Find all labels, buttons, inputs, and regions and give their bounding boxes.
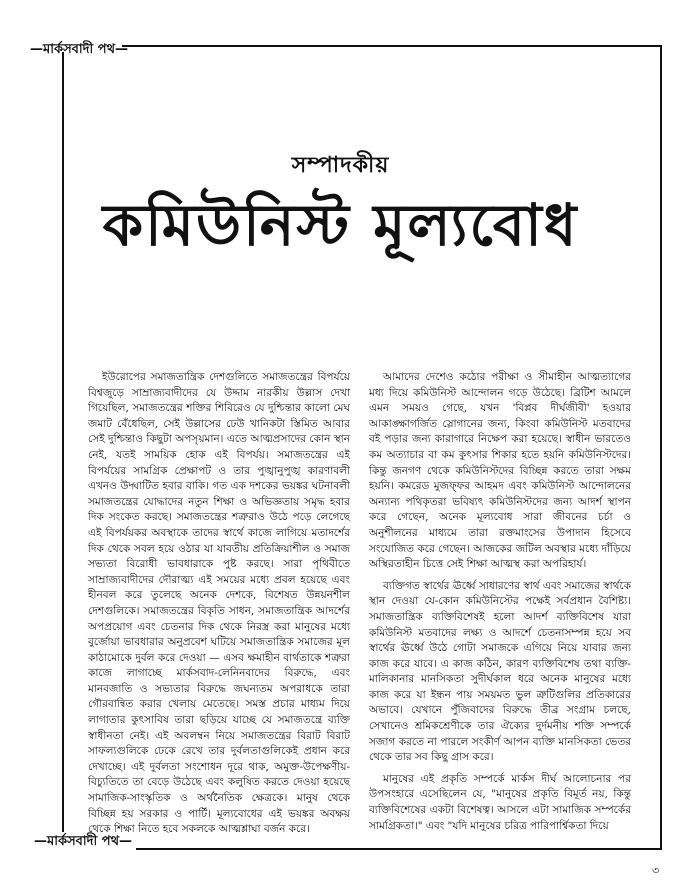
right-column <box>369 370 631 840</box>
paragraph: ইউরোপের সমাজতান্ত্রিক দেশগুলিতে সমাজতন্ত্রের বিপর্যয়ে বিশ্বজুড়ে সাম্রাজ্যবাদীদের যে উদ্দাম নারকীয় উল্লাস দেখা গিয়েছিল, সমাজতন্ত্রের শক্তির শিবিরেও যে দুশ্চিন্তার কালো মেঘ জমাট বেঁধেছিল, সেই উল্লাসের ঢেউ খানিকটা স্তিমিত আবার সেই দুশ্চিন্তাও কিছুটা অপসৃয়মান। এতে আত্মপ্রসাদের কোন স্থান নেই, যতই সাময়িক হোক এই বিপর্যয়। সমাজতন্ত্রের এই বিপর্যয়ের সামগ্রিক প্রেক্ষাপট ও তার পুঙ্খানুপুঙ্খ কারণাবলী এখনও উদ্ঘাটিত হবার বাকি। গত এক দশকের ভয়ঙ্কর ঘটনাবলী সমাজতন্ত্রের যোদ্ধাদের নতুন শিক্ষা ও অভিজ্ঞতায় সমৃদ্ধ হবার দিক সংকেত করছে। সমাজতন্ত্রের শত্রুরাও উঠে পড়ে লেগেছে এই বিপর্যয়কর অবস্থাকে তাদের স্বার্থে কাজে লাগিয়ে মতাদর্শের দিক থেকে সবল হয়ে ওঠার যা যাবতীয় প্রতিক্রিয়াশীল ও সমাজ সভ্যতা বিরোধী ভাবধারাকে পুষ্ট করছে। সারা পৃথিবীতে সাম্রাজ্যবাদীদের দৌরাত্ম্য এই সময়ের মধ্যে প্রবল হয়েছে এবং হীনবল করে তুলেছে অনেক দেশকে, বিশেষত উন্নয়নশীল দেশগুলিকে। সমাজতন্ত্রের বিকৃতি সাধন, সমাজতান্ত্রিক আদর্শের অপপ্রয়োগ এবং চেতনার দিক থেকে নিরস্ত্র করা মানুষের মধ্যে বুর্জোয়া ভাবধারার অনুপ্রবেশ ঘটিয়ে সমাজতান্ত্রিক সমাজের মূল কাঠামোকে দুর্বল করে দেওয়া — এসব ক্ষমাহীন বার্থতাকে শত্রুরা কাজে লাগাচ্ছে মার্কসবাদ-লেনিনবাদের বিরুদ্ধে, এবং মানবজাতি ও সভ্যতার বিরুদ্ধে জঘন্যতম অপরাধকে তারা গৌরবান্বিত করার খেলায় মেতেছে। সমস্ত প্রচার মাধ্যম দিয়ে লাগাতার কুৎসাবিষ তারা ছড়িয়ে যাচ্ছে যে সমাজতন্ত্রে ব্যক্তি স্বাধীনতা নেই। এই অবলম্বন নিয়ে সমাজতন্ত্রের বিরাট বিরাট সাফল্যগুলিকে ঢেকে রেখে তার দুর্বলতাগুলিকেই প্রধান করে দেখাচ্ছে। এই দুর্বলতা সংশোধন দূরে থাক, অমুক্ত-উপেক্ষণীয়-বিচ্যুতিতে তা বেড়ে উঠেছে এবং কলুষিত করতে দেওয়া হয়েছে সামাজিক-সাংস্কৃতিক ও অর্থনৈতিক ক্ষেত্রকে। মানুষ থেকে বিচ্ছিন্ন হয় সরকার ও পার্টি। মূল্যবোধের এই ভয়ঙ্কর অবক্ষয় থেকে শিক্ষা নিতে হবে সকলকে আত্মশ্লাঘা বর্জন করে। <box>88 371 350 836</box>
paragraph: মানুষের এই প্রকৃতি সম্পর্কে মার্কস দীর্ঘ আলোচনার পর উপসংহারে এসেছিলেন যে, "মানুষের প্রকৃতি বিমূর্ত নয়, কিন্তু ব্যক্তিবিশেষের একটা বিশেষত্ব। আসলে এটা সামাজিক সম্পর্কের সামগ্রিকতা।" এবং "যদি মানুষের চরিত্র পারিপার্শ্বিকতা দিয়ে <box>369 772 631 832</box>
running-footer: —মার্কসবাদী পথ— <box>30 832 136 853</box>
paragraph: ব্যক্তিগত স্বার্থের ঊর্ধ্বে সাধারণের স্বার্থ এবং সমাজের স্বার্থকে স্থান দেওয়া যে-কোন কমিউনিস্টের পক্ষেই সর্বপ্রধান বৈশিষ্ট্য। সমাজতান্ত্রিক ব্যক্তিবিশেষই হলো আদর্শ ব্যক্তিবিশেষ যারা কমিউনিস্ট মতবাদের লক্ষ্য ও আদর্শে চেতনাসম্পন্ন হয়ে সব স্বার্থের ঊর্ধ্বে উঠে গোটা সমাজকে এগিয়ে নিয়ে যাবার জন্য কাজ করে যাবে। এ কাজ কঠিন, কারণ ব্যক্তিবিশেষ তথা ব্যক্তি-মালিকানার মানসিকতা সুদীর্ঘকাল ধরে অনেক মানুষের মধ্যে কাজ করে যা ইন্ধন পায় সময়মত ভুল ত্রুটিগুলির প্রতিকারের অভাবে। যেখানে পুঁজিবাদের বিরুদ্ধে তীব্র সংগ্রাম চলছে, সেখানেও শ্রমিকশ্রেণীকে তার ঐক্যের দুর্দমনীয় শক্তি সম্পর্কে সজাগ করতে না পারলে সংকীর্ণ আপন ব্যক্তি মানসিকতা ভেতর থেকে তার সব কিছু গ্রাস করে। <box>369 579 631 764</box>
running-header: —মার্কসবাদী পথ— <box>30 42 128 57</box>
paragraph: আমাদের দেশেও কঠোর পরীক্ষা ও সীমাহীন আত্মত্যাগের মধ্য দিয়ে কমিউনিস্ট আন্দোলন গড়ে উঠেছে। ব্রিটিশ আমলে এমন সময়ও গেছে, যখন 'বিপ্লব দীর্ঘজীবী' হওয়ার আকাঙ্ক্ষাগর্জিত স্লোগানের জন্য, কিংবা কমিউনিস্ট মতবাদের বই পড়ার জন্য কারাগারে নিক্ষেপ করা হয়েছে। স্বাধীন ভারতেও কম অত্যাচার বা কম কুৎসার শিকার হতে হয়নি কমিউনিস্টদের। কিন্তু জনগণ থেকে কমিউনিস্টদের বিচ্ছিন্ন করতে তারা সক্ষম হয়নি। কমরেড মুজফ্ফর আহমদ এবং কমিউনিস্ট আন্দোলনের অন্যান্য পথিকৃতরা ভবিষ্যৎ কমিউনিস্টদের জন্য আদর্শ স্থাপন করে গেছেন, অনেক মূল্যবোধ সারা জীবনের চর্চা ও অনুশীলনের মাধ্যমে তারা রক্তমাংসের উপাদান হিসেবে সংযোজিত করে গেছেন। আজকের জটিল অবস্থার মধ্যে দাঁড়িয়ে অস্থিরতাহীন চিত্তে সেই শিক্ষা আত্মস্থ করা অপরিহার্য। <box>369 371 631 571</box>
left-column <box>88 370 350 844</box>
page-number: ৩ <box>652 864 660 877</box>
article-title: কমিউনিস্ট মূল্যবোধ <box>102 191 579 259</box>
section-title: সম্পাদকীয় <box>291 153 390 178</box>
